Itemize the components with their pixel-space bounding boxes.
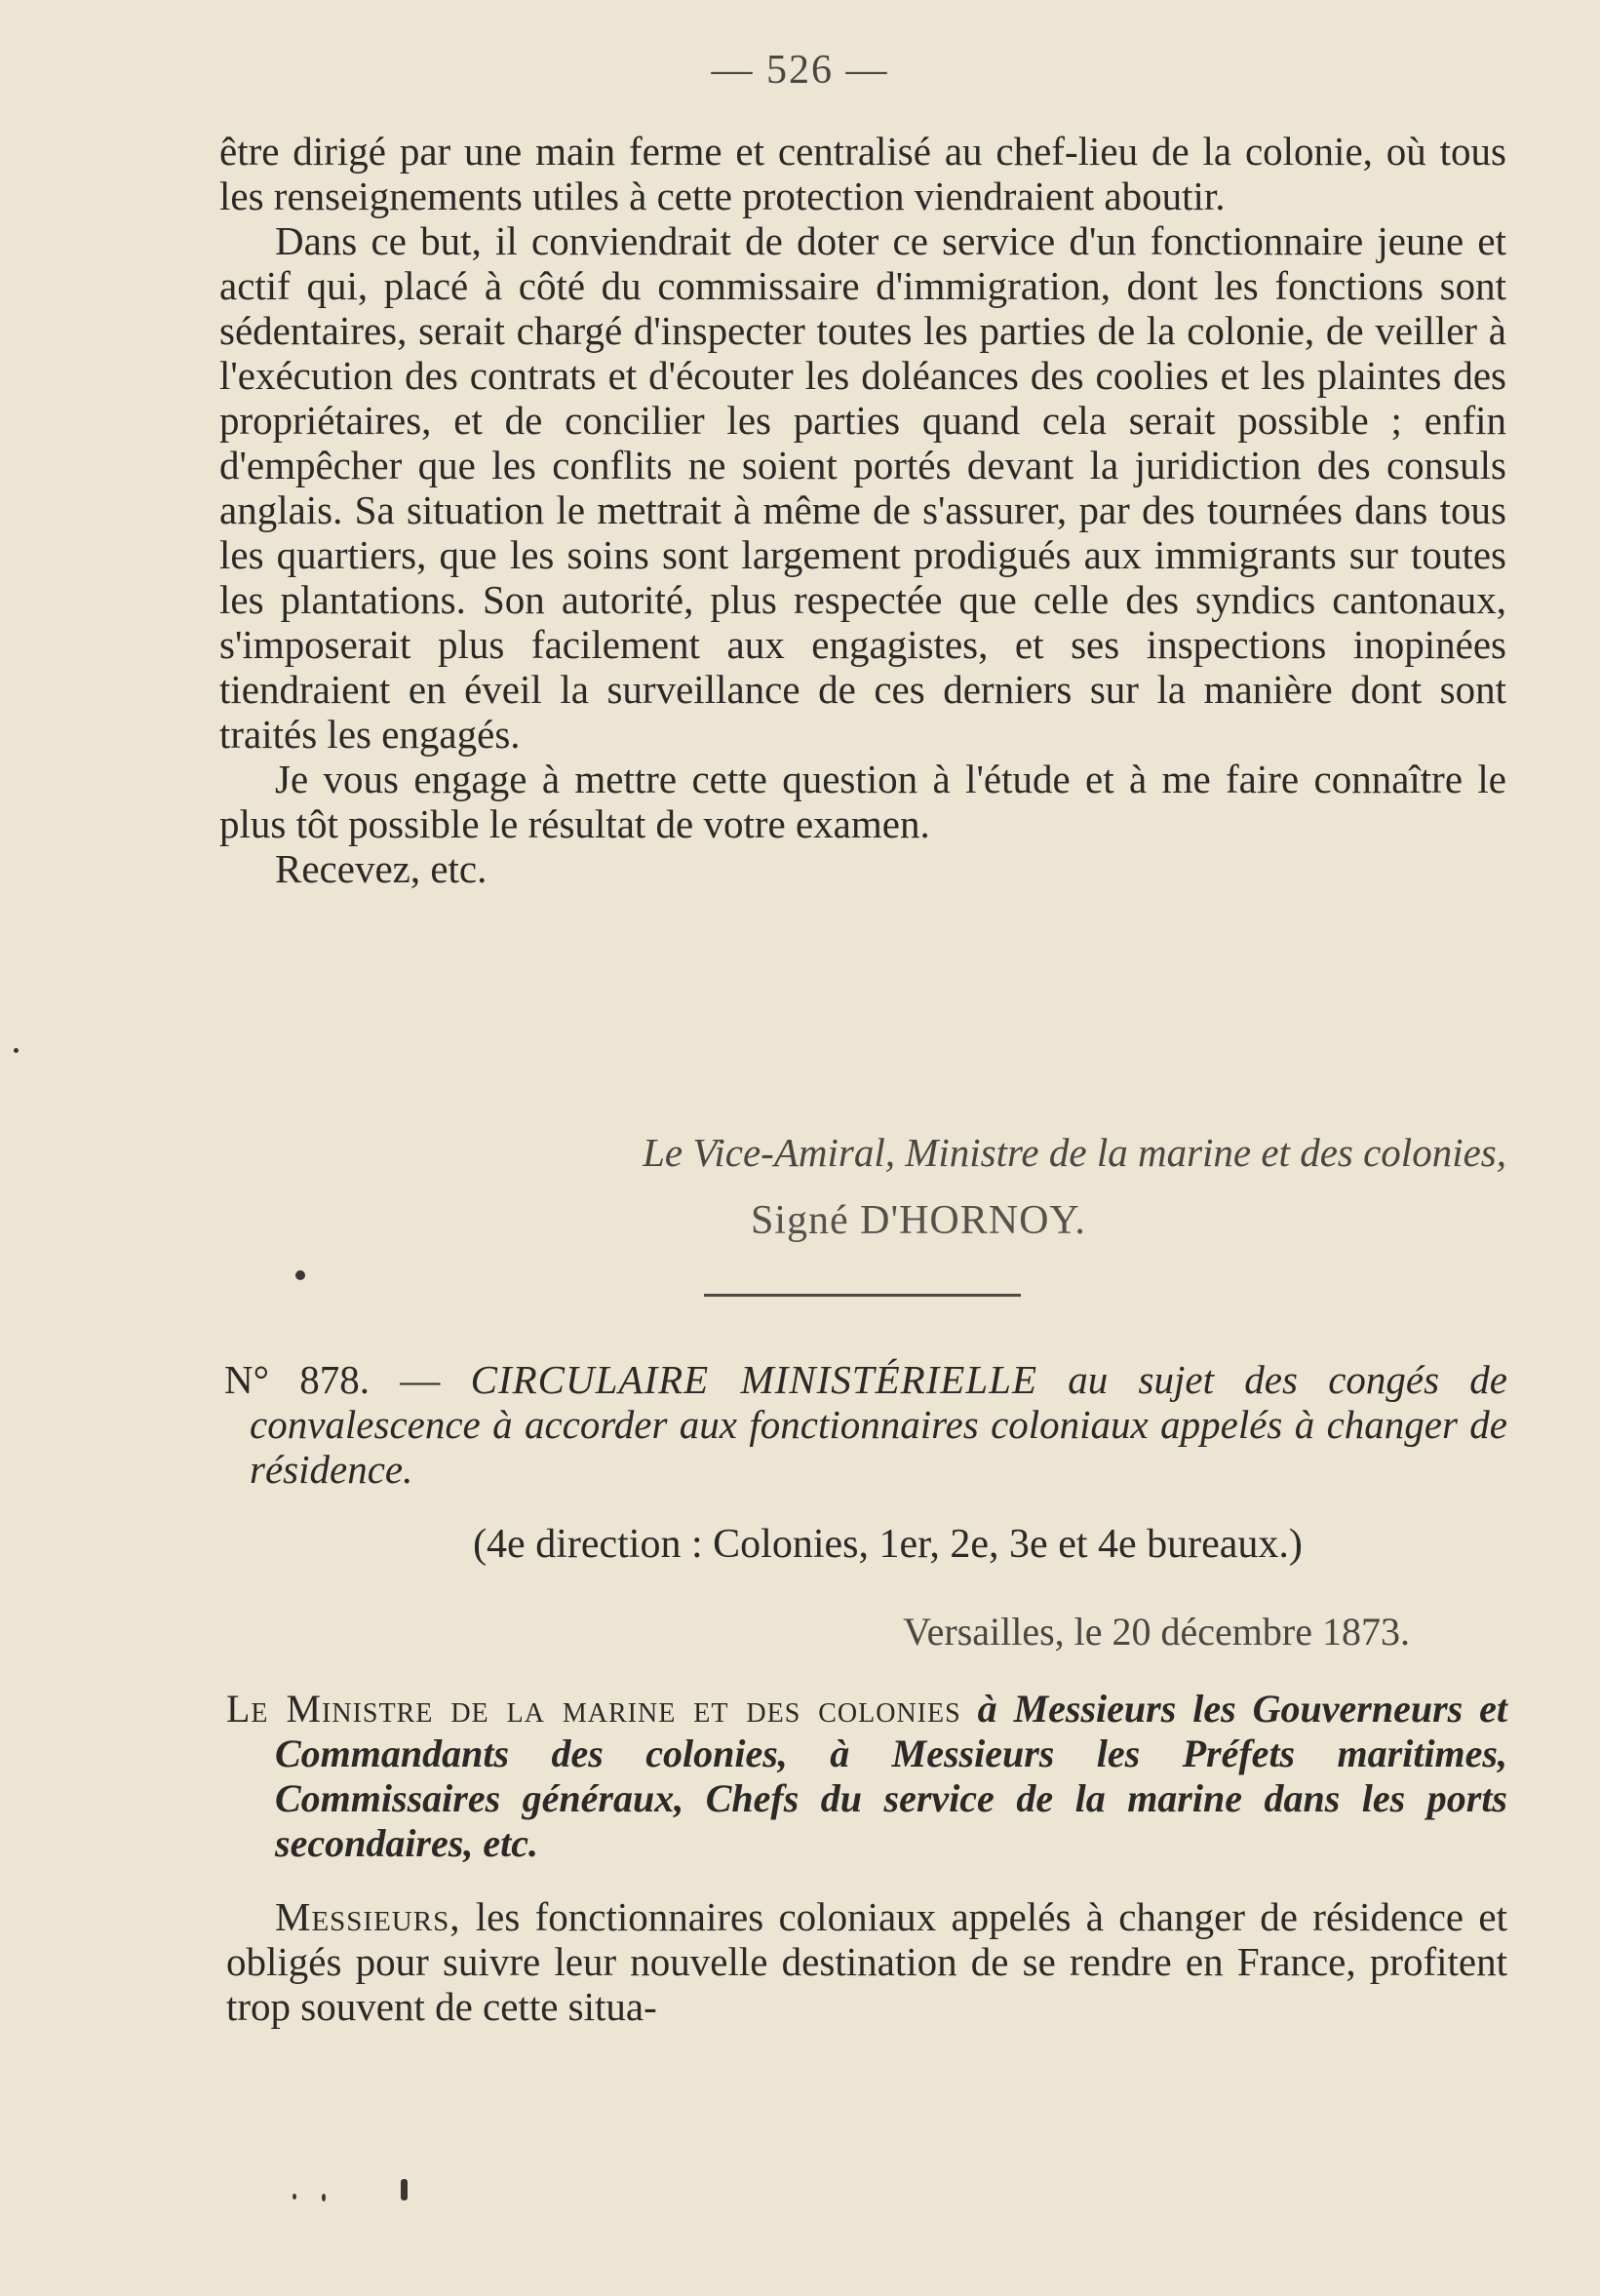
ink-speck <box>295 1270 305 1280</box>
signature-name: Signé D'HORNOY. <box>751 1198 1086 1243</box>
ink-speck <box>293 2194 296 2199</box>
ink-speck <box>401 2179 408 2200</box>
signature-title: Le Vice-Amiral, Ministre de la marine et des colonies, <box>643 1130 1506 1175</box>
ink-speck <box>322 2194 326 2201</box>
circular-dateline: Versailles, le 20 décembre 1873. <box>903 1610 1410 1654</box>
letter-body <box>219 129 1506 891</box>
circular-heading <box>224 1357 1507 1492</box>
circular-number: N° 878. — <box>224 1357 441 1402</box>
paragraph-request: Je vous engage à mettre cette question à l'étude et à me faire connaître le plus tôt possible le résultat de votre examen. <box>219 757 1506 846</box>
circular-subject: au sujet des congés de convalescence à accorder aux fonctionnaires coloniaux appelés à changer de résidence. <box>250 1357 1508 1492</box>
circular-body <box>226 1894 1507 2029</box>
circular-address <box>226 1687 1507 1866</box>
paragraph-continuation: être dirigé par une main ferme et centralisé au chef-lieu de la colonie, où tous les renseignements utiles à cette protection viendraient aboutir. <box>219 129 1506 218</box>
address-sender: Le Ministre de la marine et des colonies <box>226 1687 961 1731</box>
paragraph-closing: Recevez, etc. <box>275 846 488 891</box>
salutation: Messieurs, <box>275 1894 461 1939</box>
paragraph-inspector: Dans ce but, il conviendrait de doter ce service d'un fonctionnaire jeune et actif qui, placé à côté du commissaire d'immigration, dont les fonctions sont sédentaires, serait chargé d'inspecter toutes les parties de la colonie, de veiller à l'exécution des contrats et d'écouter les doléances des coolies et les plaintes des propriétaires, et de concilier les parties quand cela serait possible ; enfin d'empêcher que les conflits ne soient portés devant la juridiction des consuls anglais. Sa situation le mettrait à même de s'assurer, par des tournées dans tous les quartiers, que les soins sont largement prodigués aux immigrants sur toutes les plantations. Son autorité, plus respectée que celle des syndics cantonaux, s'imposerait plus facilement aux engagistes, et ses inspections inopinées tiendraient en éveil la surveillance de ces derniers sur la manière dont sont traités les engagés. <box>219 218 1506 757</box>
circular-direction: (4e direction : Colonies, 1er, 2e, 3e et 4e bureaux.) <box>473 1522 1303 1567</box>
address-recipients: à Messieurs les Gouverneurs et Commandants des colonies, à Messieurs les Préfets maritimes, Commissaires généraux, Chefs du service de la marine dans les ports secondaires, etc. <box>275 1687 1508 1865</box>
section-divider <box>704 1294 1021 1297</box>
circular-label: CIRCULAIRE MINISTÉRIELLE <box>470 1357 1037 1402</box>
ink-speck <box>14 1048 19 1053</box>
page-number: — 526 — <box>711 48 889 93</box>
circular-body-text: les fonctionnaires coloniaux appelés à changer de résidence et obligés pour suivre leur nouvelle destination de se rendre en France, profitent trop souvent de cette situa- <box>226 1894 1507 2029</box>
